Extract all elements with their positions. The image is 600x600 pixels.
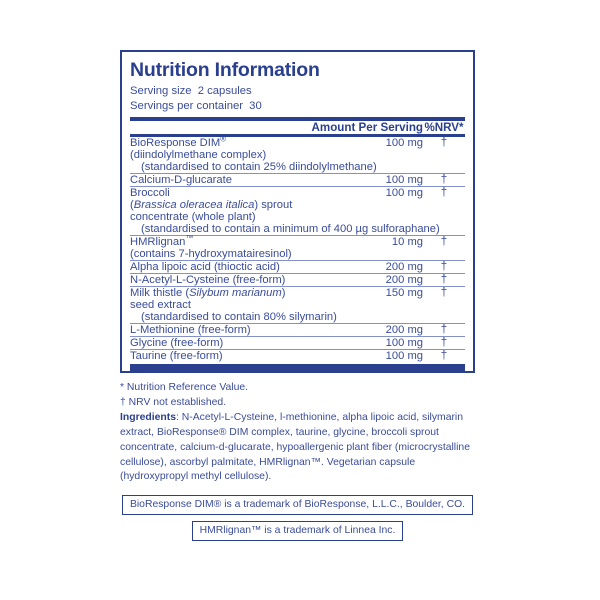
row-subline-cell: seed extract <box>130 298 191 311</box>
servings-per-container-line <box>130 99 465 113</box>
table-row <box>130 187 465 199</box>
row-nrv-cell: † <box>440 323 448 336</box>
row-nrv-cell: † <box>440 349 448 362</box>
table-row <box>130 337 465 349</box>
table-row <box>130 274 465 286</box>
row-subline-cell: (standardised to contain 25% diindolylmethane) <box>141 160 377 173</box>
row-amount-cell: 200 mg <box>385 323 423 336</box>
header-blank-cell <box>130 121 312 134</box>
row-name-cell: Calcium-D-glucarate <box>130 173 232 186</box>
row-name-cell: BioResponse DIM® <box>130 134 227 149</box>
table-header-row <box>130 121 465 134</box>
row-nrv-cell: † <box>440 136 448 149</box>
row-subline-cell: (diindolylmethane complex) <box>130 148 267 161</box>
row-subline-cell: (standardised to contain a minimum of 400 µg sulforaphane) <box>141 222 440 235</box>
ingredients-paragraph <box>120 411 472 485</box>
row-nrv-cell: † <box>440 186 448 199</box>
nutrition-label <box>120 50 475 541</box>
row-nrv-cell: † <box>440 286 448 299</box>
header-amount-cell: Amount Per Serving <box>311 121 423 135</box>
row-amount-cell: 200 mg <box>385 260 423 273</box>
row-name-cell: N-Acetyl-L-Cysteine (free-form) <box>130 273 286 286</box>
nutrition-rows-table <box>130 134 465 362</box>
row-amount-cell: 150 mg <box>385 286 423 299</box>
table-row <box>130 350 465 362</box>
row-name-cell: Broccoli <box>130 186 170 199</box>
row-name-symbol: ™ <box>185 233 194 243</box>
row-subline-cell: (standardised to contain 80% silymarin) <box>141 310 337 323</box>
footnotes <box>120 381 472 485</box>
row-amount-cell: 200 mg <box>385 273 423 286</box>
table-subrow <box>130 299 465 311</box>
nutrition-table <box>130 121 465 134</box>
row-nrv-cell: † <box>440 336 448 349</box>
table-subrow <box>130 199 465 211</box>
table-subrow <box>130 248 465 260</box>
row-name-cell: HMRlignan™ <box>130 233 194 248</box>
table-row <box>130 174 465 186</box>
row-nrv-cell: † <box>440 273 448 286</box>
table-row <box>130 236 465 248</box>
table-row <box>130 261 465 273</box>
row-name-cell: Alpha lipoic acid (thioctic acid) <box>130 260 280 273</box>
row-name-symbol: ® <box>220 134 227 144</box>
row-nrv-cell: † <box>440 235 448 248</box>
page-title: Nutrition Information <box>130 59 320 81</box>
servings-per-container-label: Servings per container <box>130 99 244 112</box>
row-amount-cell: 100 mg <box>385 336 423 349</box>
row-name-cell: Glycine (free-form) <box>130 336 224 349</box>
row-amount-cell: 100 mg <box>385 173 423 186</box>
row-name-cell: Taurine (free-form) <box>130 349 223 362</box>
table-subrow <box>130 161 465 173</box>
ingredients-text: : N-Acetyl-L-Cysteine, l-methionine, alpha lipoic acid, silymarin extract, BioResponse® DIM complex, taurine, glycine, broccoli sprout concentrate, calcium-d-glucarate, hypoallergenic plant fiber (microcrystalline cellulose), ascorbyl palmitate, HMRlignan™. Vegetarian capsule (hydroxypropyl methyl cellulose). <box>120 412 470 483</box>
row-amount-cell: 100 mg <box>385 349 423 362</box>
row-name-cell: Milk thistle (Silybum marianum) <box>130 286 286 299</box>
servings-per-container-value: 30 <box>249 99 262 112</box>
row-subline-cell: concentrate (whole plant) <box>130 210 256 223</box>
row-name-cell: L-Methionine (free-form) <box>130 323 251 336</box>
table-subrow <box>130 311 465 323</box>
ingredients-label: Ingredients <box>120 412 177 424</box>
footnote-dagger: † NRV not established. <box>120 396 227 408</box>
row-subline-cell: (contains 7-hydroxymatairesinol) <box>130 247 292 260</box>
table-row <box>130 287 465 299</box>
trademark-notices <box>120 495 475 541</box>
row-subline-cell: (Brassica oleracea italica) sprout <box>130 198 293 211</box>
footnote-star: * Nutrition Reference Value. <box>120 381 249 393</box>
serving-size-value: 2 capsules <box>197 85 252 98</box>
row-nrv-cell: † <box>440 260 448 273</box>
table-row <box>130 324 465 336</box>
table-subrow <box>130 211 465 223</box>
trademark-notice-bioresponse: BioResponse DIM® is a trademark of BioResponse, L.L.C., Boulder, CO. <box>122 495 473 515</box>
nutrition-panel <box>120 50 475 373</box>
table-row <box>130 137 465 149</box>
trademark-notice-hmrlignan: HMRlignan™ is a trademark of Linnea Inc. <box>192 521 404 541</box>
row-nrv-cell: † <box>440 173 448 186</box>
row-amount-cell: 10 mg <box>391 235 423 248</box>
table-bottom-bar <box>130 364 465 371</box>
table-subrow <box>130 149 465 161</box>
serving-size-line <box>130 84 465 98</box>
nutrition-rows-body <box>130 134 465 362</box>
row-amount-cell: 100 mg <box>385 136 423 149</box>
table-subrow <box>130 223 465 235</box>
row-amount-cell: 100 mg <box>385 186 423 199</box>
header-nrv-cell: %NRV* <box>424 121 464 135</box>
nutrition-table-body <box>130 121 465 134</box>
serving-size-label: Serving size <box>130 85 192 98</box>
